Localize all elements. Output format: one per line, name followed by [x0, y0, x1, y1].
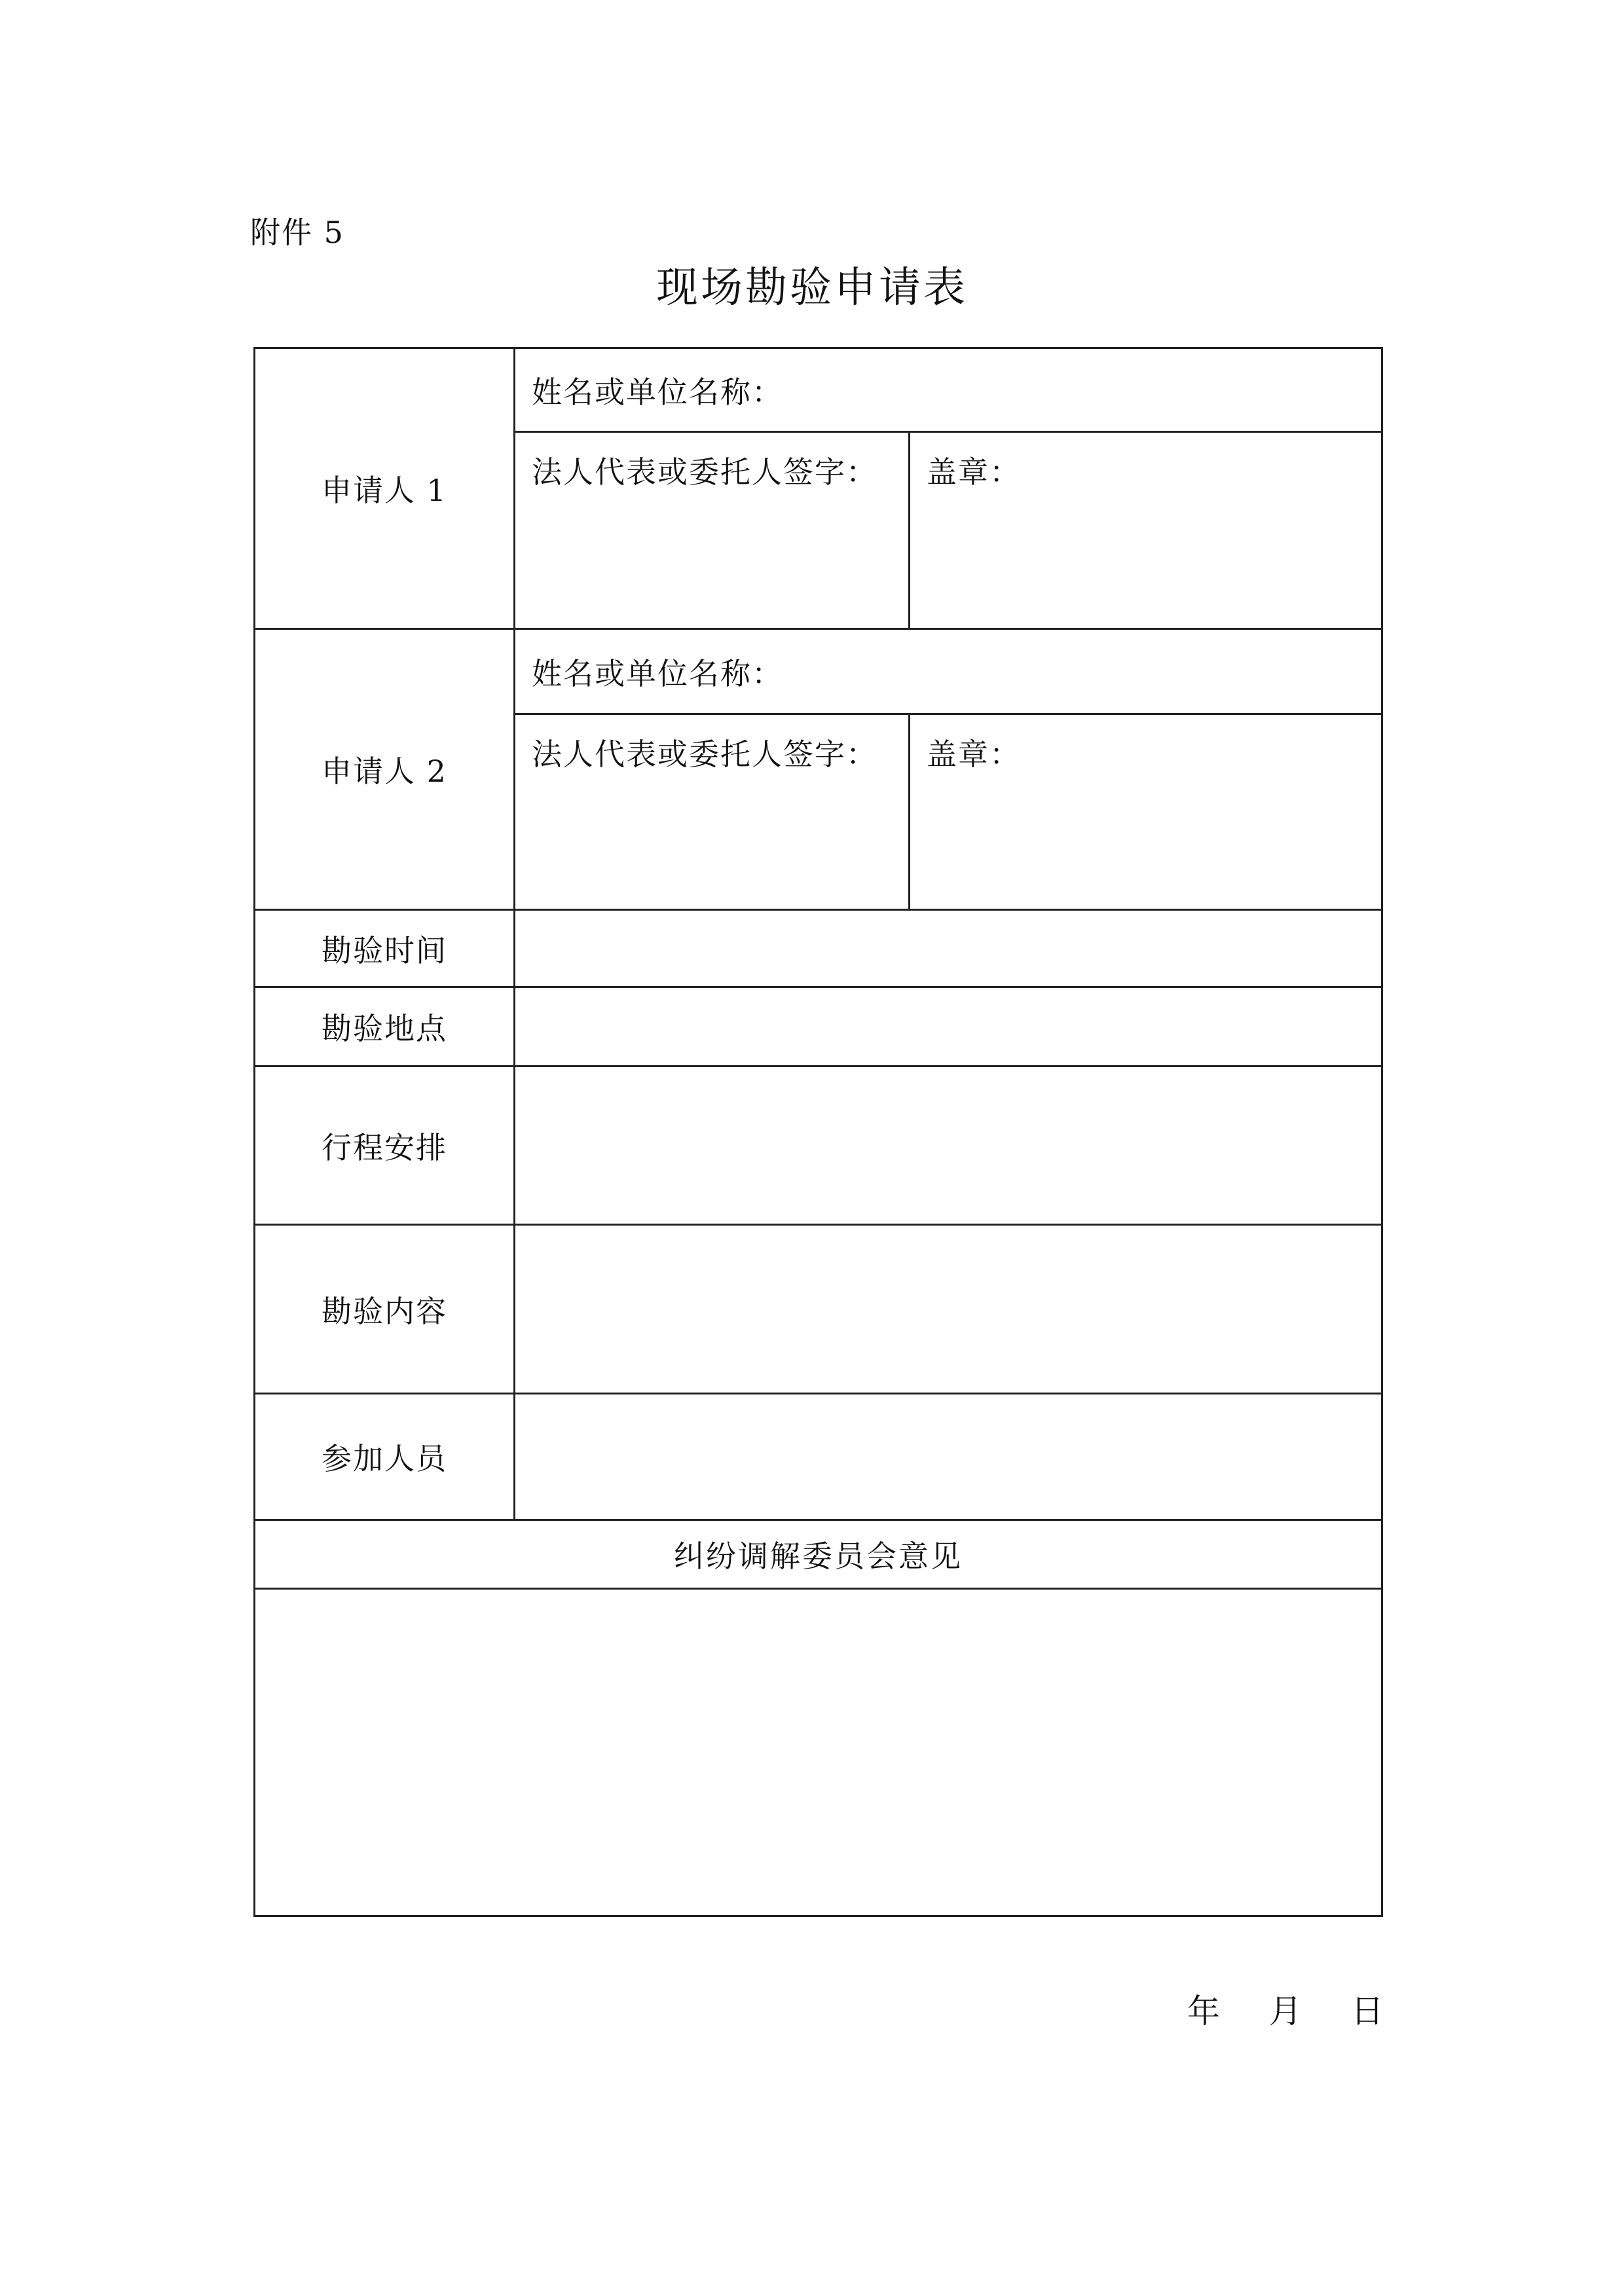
inspection-time-label: 勘验时间: [255, 910, 515, 987]
attachment-label: 附件 5: [250, 215, 344, 250]
day-label: 日: [1351, 1992, 1384, 2030]
year-label: 年: [1187, 1992, 1220, 2030]
inspection-content-row: [255, 1225, 1382, 1394]
applicant2-signature-field[interactable]: 法人代表或委托人签字：: [515, 714, 910, 910]
committee-opinion-label: 纠纷调解委员会意见: [255, 1520, 1382, 1589]
date-line: [1181, 1990, 1384, 2032]
committee-opinion-header-row: [255, 1520, 1382, 1589]
inspection-time-row: [255, 910, 1382, 987]
month-label: 月: [1269, 1992, 1302, 2030]
itinerary-label: 行程安排: [255, 1066, 515, 1225]
applicant1-seal-field[interactable]: 盖章：: [910, 432, 1382, 629]
application-form-table: [253, 347, 1383, 1917]
inspection-content-label: 勘验内容: [255, 1225, 515, 1394]
participants-label: 参加人员: [255, 1394, 515, 1520]
applicant2-label: 申请人 2: [255, 629, 515, 910]
itinerary-field[interactable]: [515, 1066, 1382, 1225]
inspection-location-label: 勘验地点: [255, 987, 515, 1066]
applicant1-signature-field[interactable]: 法人代表或委托人签字：: [515, 432, 910, 629]
inspection-location-row: [255, 987, 1382, 1066]
applicant2-seal-field[interactable]: 盖章：: [910, 714, 1382, 910]
applicant1-label: 申请人 1: [255, 348, 515, 629]
applicant1-name-field[interactable]: 姓名或单位名称：: [515, 348, 1382, 432]
applicant2-name-field[interactable]: 姓名或单位名称：: [515, 629, 1382, 714]
applicant2-name-row: [255, 629, 1382, 714]
inspection-location-field[interactable]: [515, 987, 1382, 1066]
participants-row: [255, 1394, 1382, 1520]
form-title: 现场勘验申请表: [656, 264, 968, 312]
committee-opinion-field[interactable]: [255, 1589, 1382, 1916]
inspection-content-field[interactable]: [515, 1225, 1382, 1394]
inspection-time-field[interactable]: [515, 910, 1382, 987]
applicant1-name-row: [255, 348, 1382, 432]
participants-field[interactable]: [515, 1394, 1382, 1520]
committee-opinion-row: [255, 1589, 1382, 1916]
itinerary-row: [255, 1066, 1382, 1225]
